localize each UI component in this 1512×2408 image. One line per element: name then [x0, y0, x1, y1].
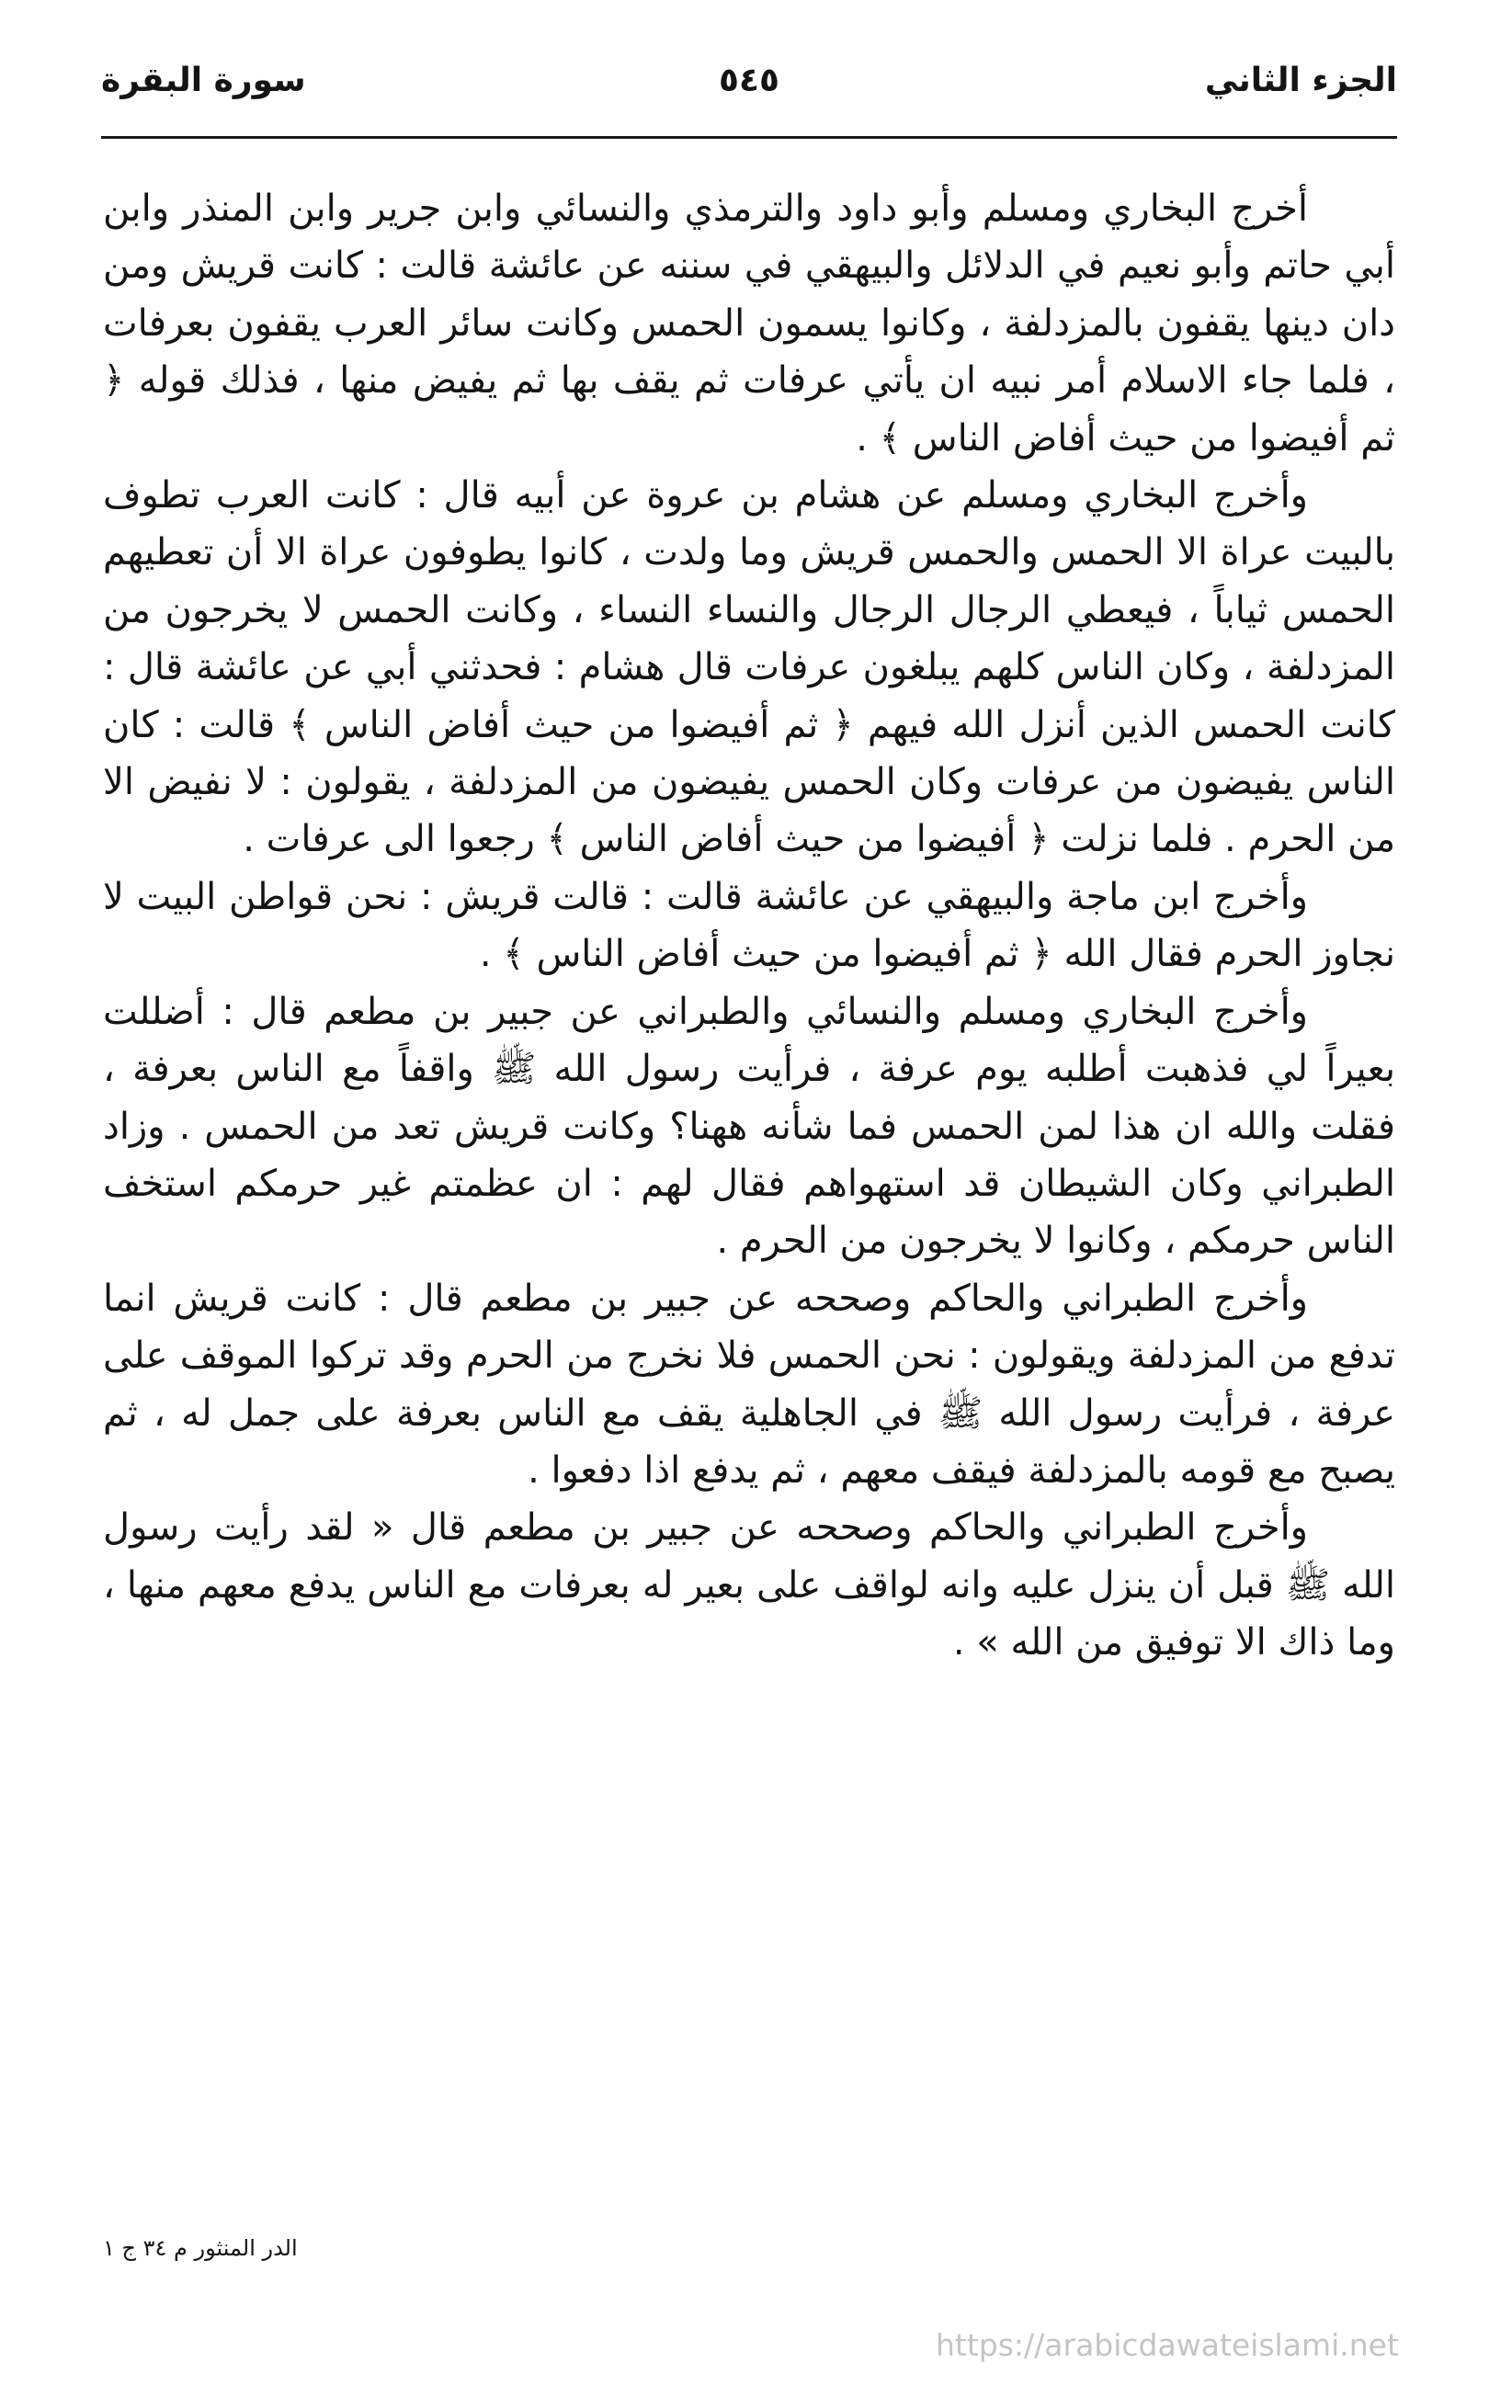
page-number: ٥٤٥	[719, 62, 779, 99]
paragraph-3: وأخرج ابن ماجة والبيهقي عن عائشة قالت : قالت قريش : نحن قواطن البيت لا نجاوز الحرم فقال الله ﴿ ثم أفيضوا من حيث أفاض الناس ﴾ .	[103, 875, 1395, 976]
footer-signature: الدر المنثور م ٣٤ ج ١	[103, 2235, 298, 2261]
surah-title: سورة البقرة	[101, 62, 306, 99]
main-text	[103, 180, 1395, 1672]
header-divider	[101, 136, 1397, 139]
juz-title: الجزء الثاني	[1204, 62, 1397, 99]
paragraph-6: وأخرج الطبراني والحاكم وصححه عن جبير بن مطعم قال « لقد رأيت رسول الله ﷺ قبل أن ينزل عليه وانه لواقف على بعير له بعرفات مع الناس يدفع معهم منها ، وما ذاك الا توفيق من الله » .	[103, 1506, 1395, 1664]
watermark-url: https://arabicdawateislami.net	[936, 2327, 1399, 2363]
paragraph-4: وأخرج البخاري ومسلم والنسائي والطبراني عن جبير بن مطعم قال : أضللت بعيراً لي فذهبت أطلبه يوم عرفة ، فرأيت رسول الله ﷺ واقفاً مع الناس بعرفة ، فقلت والله ان هذا لمن الحمس فما شأنه ههنا؟ وكانت قريش تعد من الحمس . وزاد الطبراني وكان الشيطان قد استهواهم فقال لهم : ان عظمتم غير حرمكم استخف الناس حرمكم ، وكانوا لا يخرجون من الحرم .	[103, 990, 1395, 1263]
paragraph-1: أخرج البخاري ومسلم وأبو داود والترمذي والنسائي وابن جرير وابن المنذر وابن أبي حاتم وأبو نعيم في الدلائل والبيهقي في سننه عن عائشة قالت : كانت قريش ومن دان دينها يقفون بالمزدلفة ، وكانوا يسمون الحمس وكانت سائر العرب يقفون بعرفات ، فلما جاء الاسلام أمر نبيه ان يأتي عرفات ثم يقف بها ثم يفيض منها ، فذلك قوله ﴿ ثم أفيضوا من حيث أفاض الناس ﴾ .	[103, 187, 1395, 460]
page-header	[101, 44, 1397, 118]
paragraph-2: وأخرج البخاري ومسلم عن هشام بن عروة عن أبيه قال : كانت العرب تطوف بالبيت عراة الا الحمس والحمس قريش وما ولدت ، كانوا يطوفون عراة الا أن تعطيهم الحمس ثياباً ، فيعطي الرجال الرجال والنساء النساء ، وكانت الحمس لا يخرجون من المزدلفة ، وكان الناس كلهم يبلغون عرفات قال هشام : فحدثني أبي عن عائشة قال : كانت الحمس الذين أنزل الله فيهم ﴿ ثم أفيضوا من حيث أفاض الناس ﴾ قالت : كان الناس يفيضون من عرفات وكان الحمس يفيضون من المزدلفة ، يقولون : لا نفيض الا من الحرم . فلما نزلت ﴿ أفيضوا من حيث أفاض الناس ﴾ رجعوا الى عرفات .	[103, 474, 1395, 861]
paragraph-5: وأخرج الطبراني والحاكم وصححه عن جبير بن مطعم قال : كانت قريش انما تدفع من المزدلفة ويقولون : نحن الحمس فلا نخرج من الحرم وقد تركوا الموقف على عرفة ، فرأيت رسول الله ﷺ في الجاهلية يقف مع الناس بعرفة على جمل له ، ثم يصبح مع قومه بالمزدلفة فيقف معهم ، ثم يدفع اذا دفعوا .	[103, 1277, 1395, 1492]
